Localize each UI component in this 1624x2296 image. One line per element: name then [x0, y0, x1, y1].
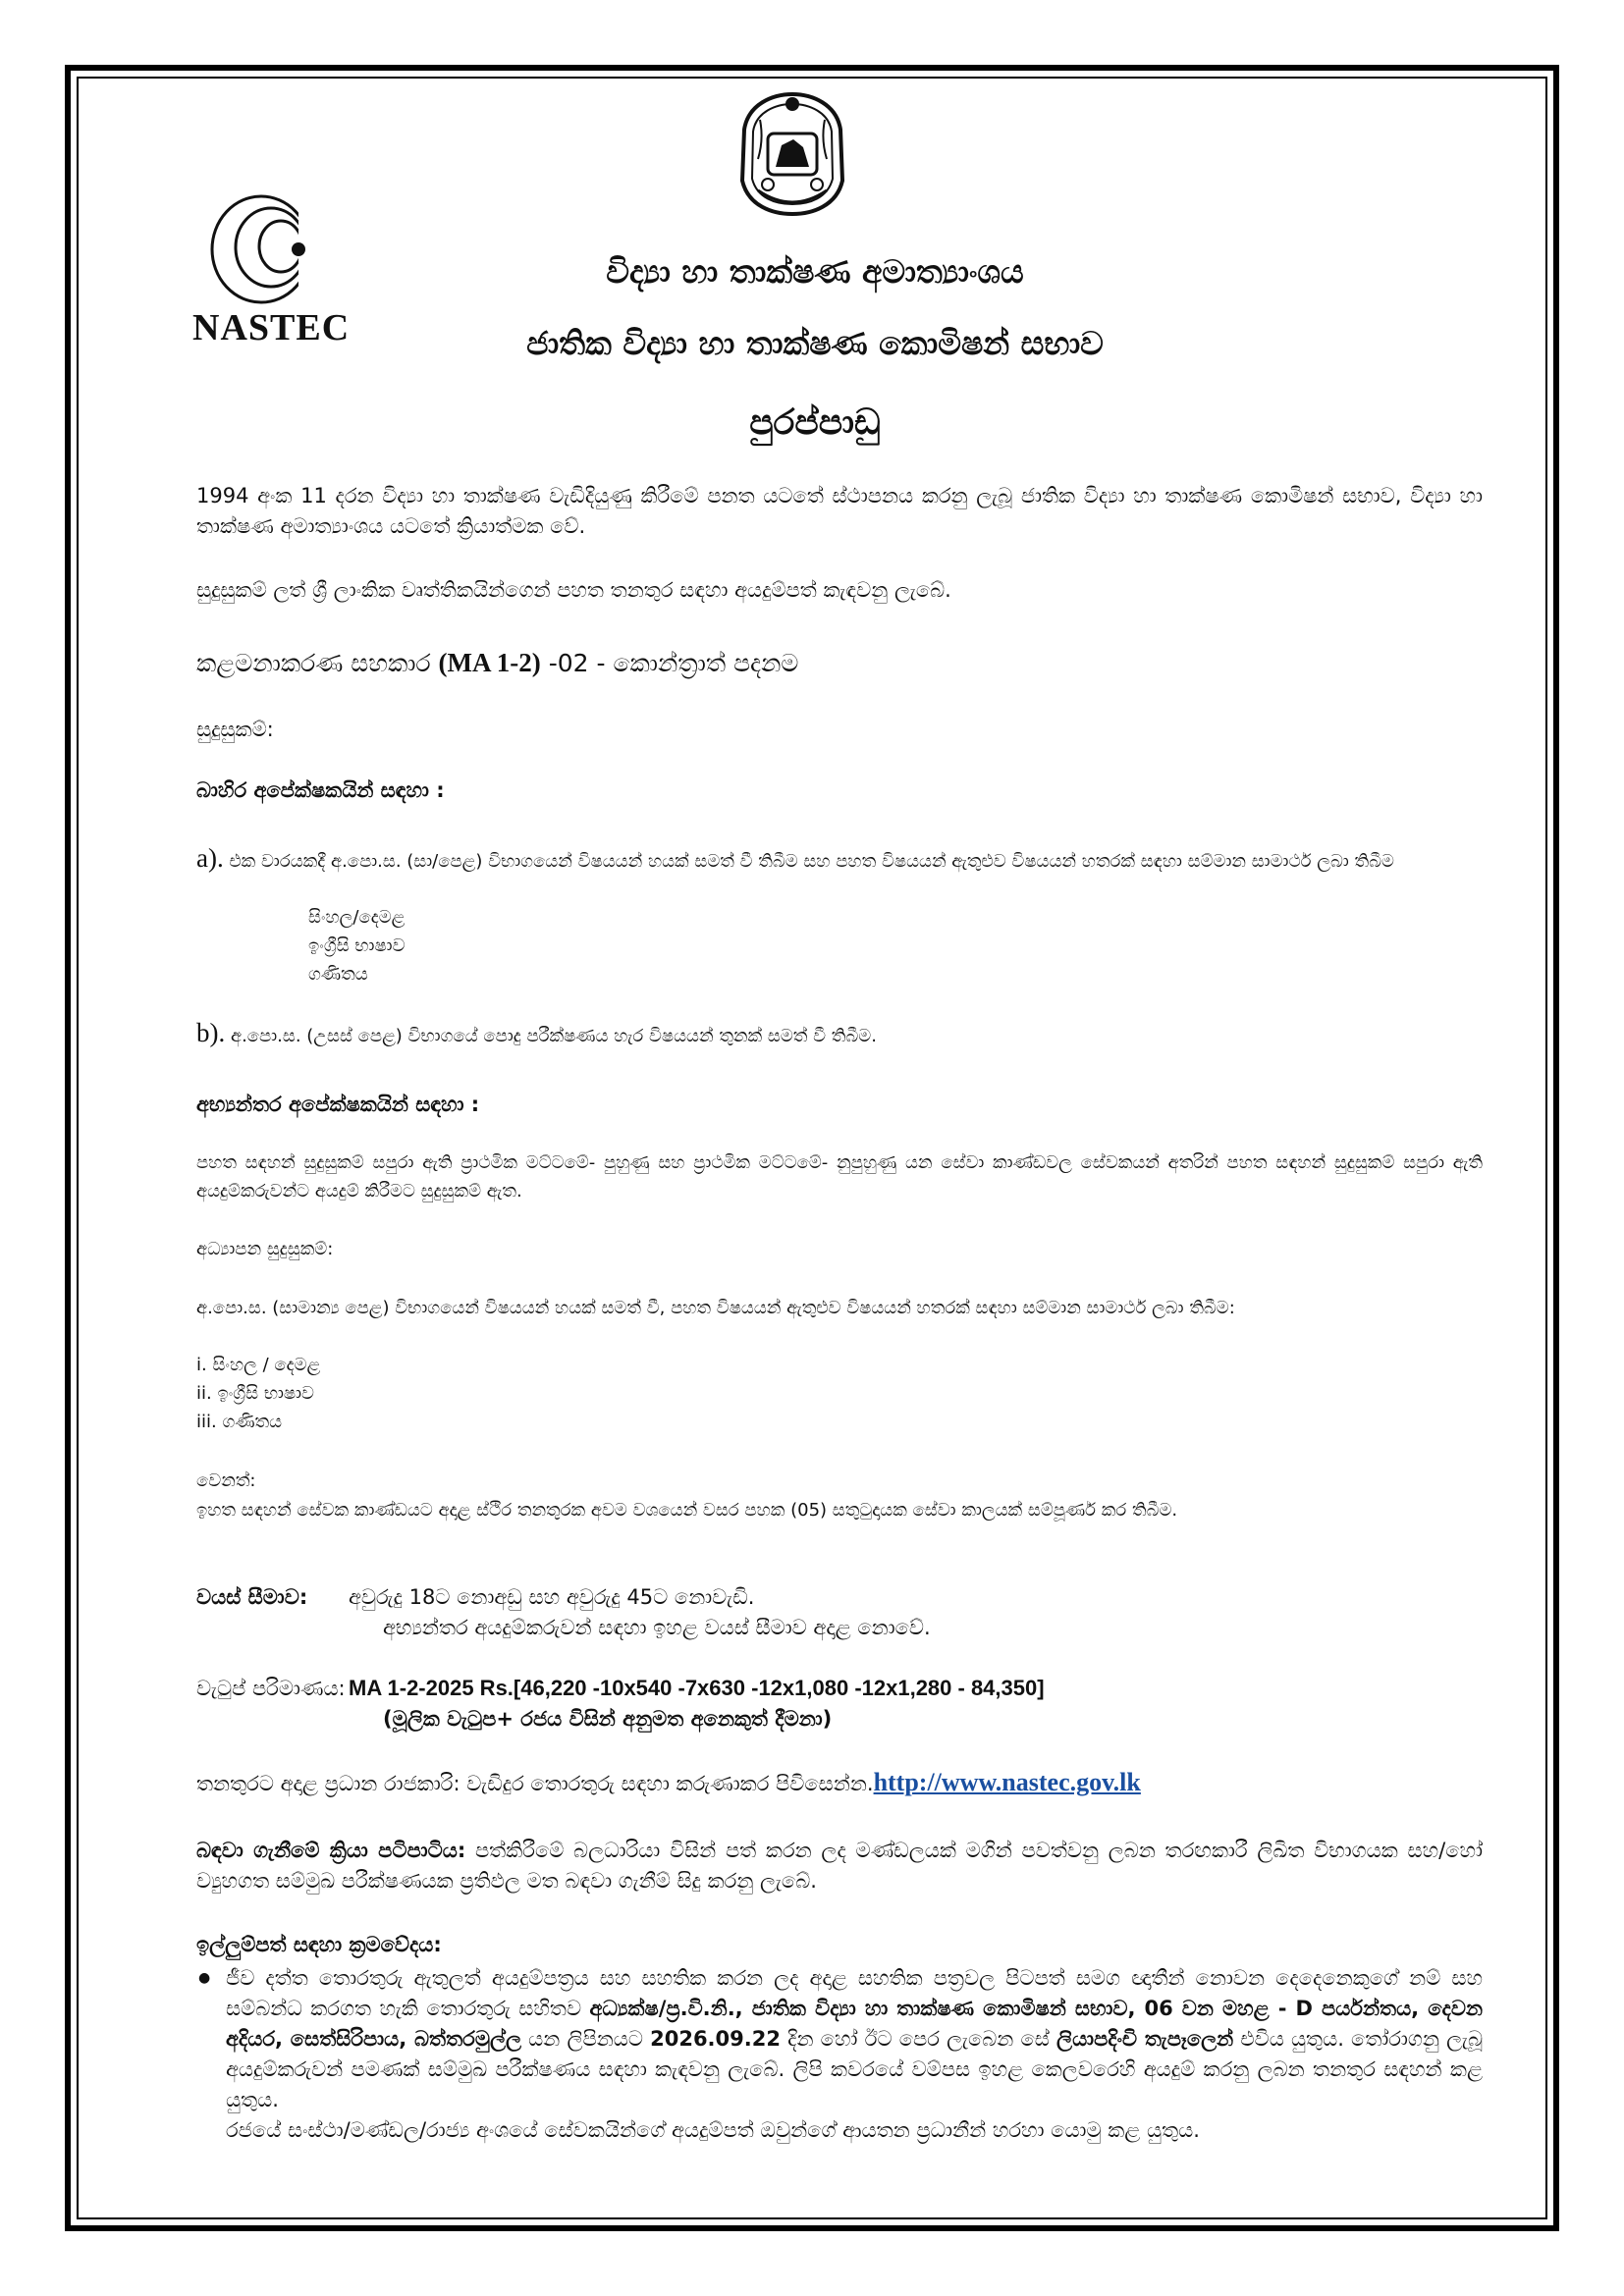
application-mail-method: ලියාපදිංචි තැපෑලෙන් — [1056, 2027, 1234, 2051]
external-subject-list — [196, 903, 1483, 988]
other-text: ඉහත සඳහන් සේවක කාණ්ඩයට අදාළ ස්ථිර තනතුරක අවම වශයෙන් වසර පහක (05) සතුටුදායක සේවා කාලයක් සම්පූර්ණ කර තිබීම. — [196, 1500, 1178, 1521]
education-label: අධ්‍යාපන සුදුසුකම්: — [196, 1239, 334, 1259]
external-criterion-a — [196, 844, 1483, 876]
intro-paragraph: 1994 අංක 11 දරන විද්‍යා හා තාක්ෂණ වැඩිදියුණු කිරීමේ පනත යටතේ ස්ථාපනය කරනු ලැබූ ජාතික විද්‍යා හා තාක්ෂණ කොමිෂන් සභාව, විද්‍යා හා තාක්ෂණ අමාත්‍යාංශය යටතේ ක්‍රියාත්මක වේ. — [196, 484, 1483, 538]
other-label: වෙනත්: — [196, 1470, 256, 1491]
post-code: (MA 1-2) — [438, 648, 541, 677]
application-text-2: යන ලිපිනයට — [521, 2027, 651, 2051]
call-for-applications: සුදුසුකම් ලත් ශ්‍රී ලාංකික වෘත්තිකයින්ගෙන් පහත තනතුර සඳහා අයදුම්පත් කැඳවනු ලැබේ. — [196, 578, 951, 602]
criterion-a-text: එක වාරයකදී අ.පො.ස. (සා/පෙළ) විභාගයෙන් විෂයයන් හයක් සමත් වී තිබීම සහ පහත විෂයයන් ඇතුළුව විෂයයන් හතරක් සඳහා සම්මාන සාමාර්ථ ලබා තිබීම — [229, 851, 1394, 872]
internal-candidates-heading: අභ්‍යන්තර අපේක්ෂකයින් සඳහා : — [196, 1093, 480, 1116]
internal-subject-list — [196, 1351, 1483, 1436]
vacancies-heading: පුරප්පාඩු — [749, 402, 881, 443]
external-criterion-b — [196, 1019, 1483, 1050]
subject-item: ගණිතය — [308, 964, 368, 985]
age-limit-label: වයස් සීමාව: — [196, 1585, 308, 1609]
salary-label: වැටුප් පරිමාණය: — [196, 1677, 346, 1700]
logo-text: NASTEC — [192, 307, 351, 348]
recruitment-label: බඳවා ගැනීමේ ක්‍රියා පටිපාටිය: — [196, 1839, 466, 1862]
age-limit — [196, 1582, 1483, 1643]
commission-title: ජාතික විද්‍යා හා තාක්ෂණ කොමිෂන් සභාව — [526, 324, 1104, 362]
subject-item: iii. ගණිතය — [196, 1412, 283, 1432]
age-limit-line1: අවුරුදු 18ට නොඅඩු සහ අවුරුදු 45ට නොවැඩි. — [349, 1585, 755, 1609]
duties-info — [196, 1767, 1483, 1799]
age-limit-line2: අභ්‍යන්තර අයදුම්කරුවන් සඳහා ඉහළ වයස් සීමාව අදාළ නොවේ. — [383, 1616, 931, 1639]
internal-intro: පහත සඳහන් සුදුසුකම් සපුරා ඇති ප්‍රාථමික මට්ටමේ- පුහුණු සහ ප්‍රාථමික මට්ටමේ- නුපුහුණු යන සේවා කාණ්ඩවල සේවකයන් අතරින් පහත සඳහන් සුදුසුකම් සපුරා ඇති අයදුම්කරුවන්ට අයදුම් කිරීමට සුදුසුකම් ඇත. — [196, 1152, 1483, 1201]
salary-scale — [196, 1673, 1483, 1735]
criterion-b-text: අ.පො.ස. (උසස් පෙළ) විභාගයේ පොදු පරීක්ෂණය හැර විෂයයන් තුනක් සමත් වී තිබීම. — [230, 1026, 877, 1046]
duties-info-text: තනතුරට අදාළ ප්‍රධාන රාජකාරි: වැඩිදුර තොරතුරු සඳහා කරුණාකර පිවිසෙන්න. — [196, 1772, 874, 1795]
qualifications-label: සුදුසුකම්: — [196, 718, 274, 741]
national-emblem-icon — [738, 90, 846, 218]
subject-item: ii. ඉංග්‍රීසි භාෂාව — [196, 1383, 314, 1404]
subject-item: සිංහල/දෙමළ — [308, 907, 406, 928]
subject-item: i. සිංහල / දෙමළ — [196, 1355, 321, 1375]
nastec-website-link[interactable]: http://www.nastec.gov.lk — [873, 1768, 1141, 1796]
recruitment-text: පත්කිරීමේ බලධාරියා විසින් පත් කරන ලද මණ්ඩලයක් මගින් පවත්වනු ලබන තරඟකාරී ලිඛිත විභාගයක සහ/හෝ ව්‍යුහගත සම්මුඛ පරීක්ෂණයක ප්‍රතිඵල මත බඳවා ගැනීම් සිදු කරනු ලැබේ. — [196, 1839, 1483, 1893]
application-text-1: ජීව දත්ත තොරතුරු ඇතුලත් අයදුම්පත්‍රය සහ සහතික කරන ලද අදාළ සහතික පත්‍රවල පිටපත් සමග ඥාතීන් නොවන දෙදෙනෙකුගේ නම් සහ සම්බන්ධ කරගත හැකි තොරතුරු සහිතව — [226, 1966, 1483, 2020]
application-address: අධ්‍යක්ෂ/ප්‍ර.වි.නි., ජාතික විද්‍යා හා තාක්ෂණ කොමිෂන් සභාව, 06 වන මහළ - D පර්යන්තය, දෙවන අදියර, සෙත්සිරිපාය, බත්තරමුල්ල — [226, 1997, 1483, 2051]
application-deadline: 2026.09.22 — [650, 2027, 781, 2051]
post-name: කළමනාකරණ සහකාර — [196, 649, 439, 677]
criterion-b-mark: b). — [196, 1018, 226, 1047]
salary-scale-value: MA 1-2-2025 Rs.[46,220 -10x540 -7x630 -12x1,080 -12x1,280 - 84,350] — [349, 1676, 1045, 1700]
external-candidates-heading: බාහිර අපේක්ෂකයින් සඳහා : — [196, 778, 445, 802]
ministry-title: විද්‍යා හා තාක්ෂණ අමාත්‍යාංශය — [606, 252, 1024, 291]
post-title — [196, 648, 1483, 678]
application-text-4: එවිය යුතුය. තෝරාගනු ලැබූ අයදුම්කරුවන් පමණක් සම්මුඛ පරීක්ෂණය සඳහා කැඳවනු ලැබේ. ලිපි කවරයේ වම්පස ඉහළ කෙලවරෙහි අයදුම් කරනු ලබන තනතුර සඳහන් කළ යුතුය. — [226, 2027, 1483, 2111]
application-heading: ඉල්ලුම්පත් සඳහා ක්‍රමවේදය: — [196, 1933, 442, 1956]
salary-note: (මූලික වැටුප+ රජය විසින් අනුමත අනෙකුත් දීමනා) — [383, 1707, 833, 1731]
application-text-3: දින හෝ ඊට පෙර ලැබෙන සේ — [780, 2027, 1057, 2051]
subject-item: ඉංග්‍රීසි භාෂාව — [308, 935, 406, 956]
post-basis: -02 - කොන්ත්‍රාත් පදනම — [540, 649, 799, 677]
application-instructions — [196, 1963, 1483, 2146]
application-text-5: රජයේ සංස්ථා/මණ්ඩල/රාජ්‍ය අංශයේ සේවකයින්ගේ අයදුම්පත් ඔවුන්ගේ ආයතන ප්‍රධානීන් හරහා යොමු කළ යුතුය. — [226, 2118, 1200, 2142]
application-bullet — [226, 1963, 1483, 2146]
education-text: අ.පො.ස. (සාමාන්‍ය පෙළ) විභාගයෙන් විෂයයන් හයක් සමත් වී, පහත විෂයයන් ඇතුළුව විෂයයන් හතරක් සඳහා සම්මාන සාමාර්ථ ලබා තිබීම: — [196, 1298, 1235, 1318]
criterion-a-mark: a). — [196, 843, 224, 873]
recruitment-procedure — [196, 1836, 1483, 1896]
